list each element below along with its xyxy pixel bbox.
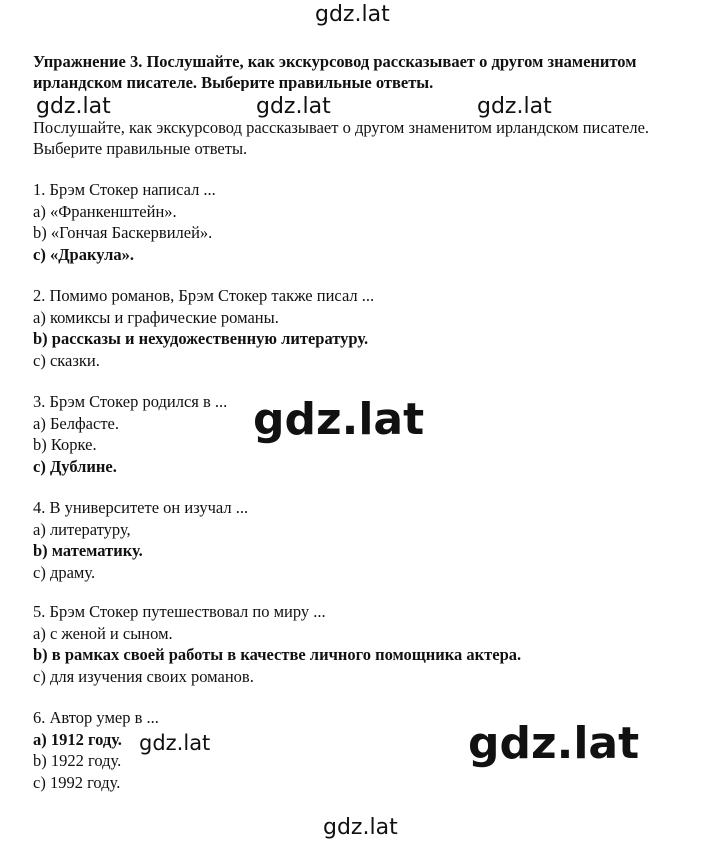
question-text: 6. Автор умер в ... [33,708,159,727]
watermark-row-3: gdz.lat [477,94,552,119]
answer-option-c-correct: c) «Дракула». [33,244,134,264]
answer-option-b: b) «Гончая Баскервилей». [33,223,213,242]
watermark-top: gdz.lat [315,2,390,27]
answer-option-b-correct: b) рассказы и нехудожественную литературу. [33,329,369,348]
answer-option-c: c) для изучения своих романов. [33,666,254,686]
exercise-instructions: Послушайте, как экскурсовод рассказывает о другом знаменитом ирландском писателе. Выберите правильные ответы. [33,118,650,158]
watermark-row-1: gdz.lat [36,94,111,119]
answer-option-c: c) 1992 году. [33,772,121,792]
watermark-bottom: gdz.lat [323,815,398,840]
answer-option-c: c) сказки. [33,350,100,370]
answer-option-a: a) «Франкенштейн». [33,201,177,221]
answer-option-a: a) комиксы и графические романы. [33,307,279,327]
question-block-5 [33,601,683,687]
watermark-large: gdz.lat [468,718,640,769]
watermark-row-2: gdz.lat [256,94,331,119]
exercise-title: Упражнение 3. Послушайте, как экскурсовод рассказывает о другом знаменитом ирландском писателе. Выберите правильные ответы. [33,52,637,91]
answer-option-c: c) драму. [33,562,96,582]
question-block-2 [33,285,683,371]
answer-option-b: b) 1922 году. [33,751,122,770]
answer-option-a-correct: a) 1912 году. [33,729,122,749]
question-text: 5. Брэм Стокер путешествовал по миру ... [33,602,326,621]
watermark-center: gdz.lat [253,394,425,445]
question-text: 1. Брэм Стокер написал ... [33,180,216,199]
question-block-4 [33,497,683,583]
answer-option-a: a) с женой и сыном. [33,623,173,643]
answer-option-b-correct: b) в рамках своей работы в качестве личного помощника актера. [33,645,522,664]
answer-option-b: b) Корке. [33,435,97,454]
watermark-small: gdz.lat [139,731,211,755]
answer-option-b-correct: b) математику. [33,541,143,560]
question-text: 3. Брэм Стокер родился в ... [33,392,228,411]
answer-option-a: a) Белфасте. [33,413,119,433]
exercise-title-container [33,51,673,91]
answer-option-c-correct: c) Дублине. [33,456,117,476]
answer-option-a: a) литературу, [33,519,131,539]
question-text: 2. Помимо романов, Брэм Стокер также писал ... [33,286,375,305]
question-text: 4. В университете он изучал ... [33,498,249,517]
question-block-1 [33,179,683,265]
